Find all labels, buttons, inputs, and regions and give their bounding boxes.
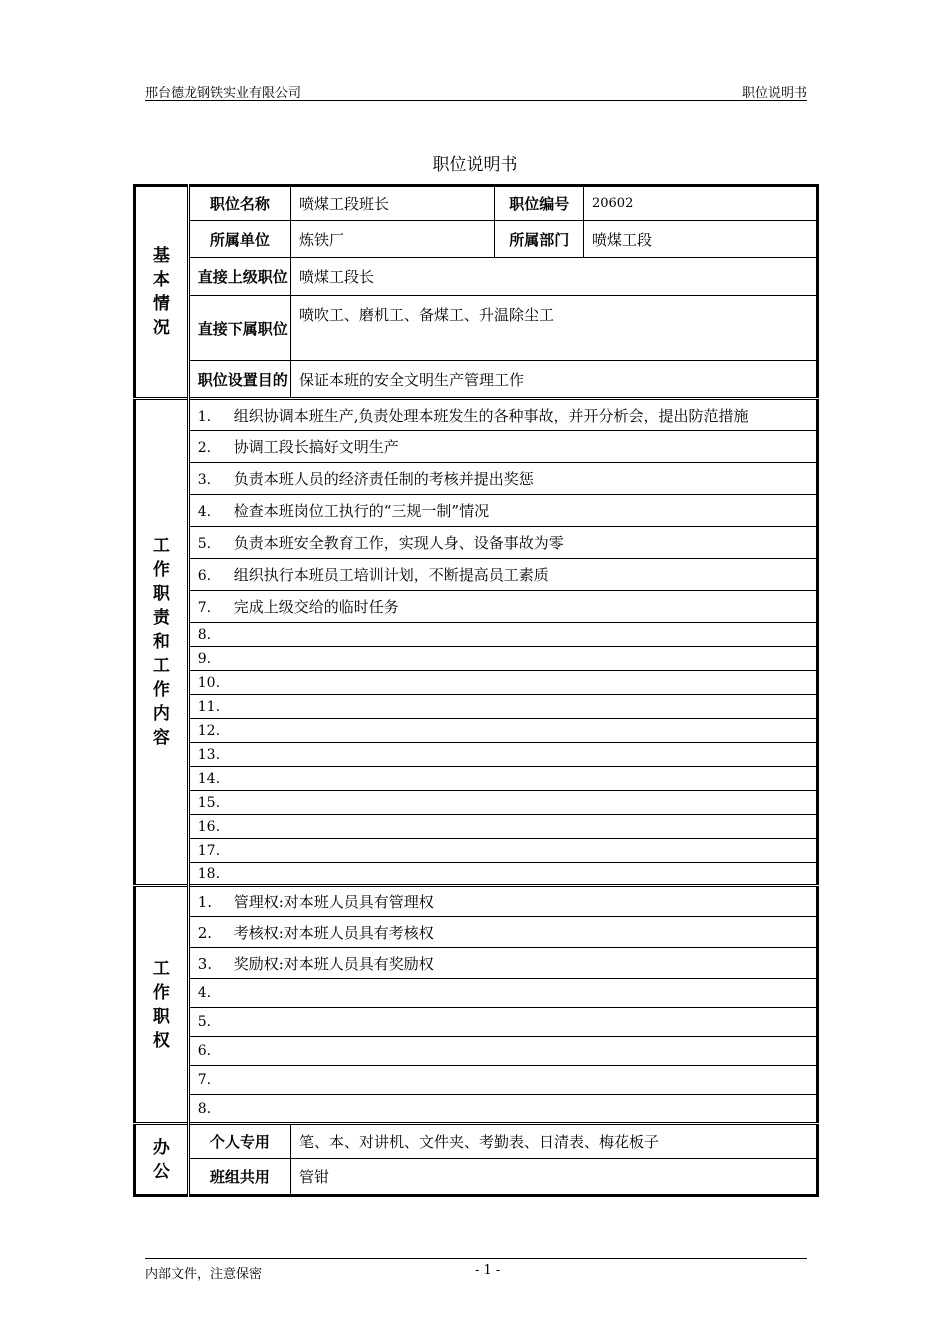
section-office: 办 公 [135,1124,189,1196]
duty-text: 协调工段长搞好文明生产 [233,438,399,456]
duty-number: 10. [197,674,221,691]
page-number: - 1 - [475,1263,501,1278]
section-duties: 工 作 职 责 和 工 作 内 容 [135,399,189,886]
duty-item [188,791,817,815]
subordinate-label: 直接下属职位 [188,296,290,361]
authority-item [188,1095,817,1124]
duty-item [188,431,817,463]
duty-text: 检查本班岗位工执行的“三规一制”情况 [233,502,490,520]
duty-item [188,591,817,623]
dept-label: 所属部门 [495,221,584,258]
authority-item [188,1037,817,1066]
duty-number: 4. [197,504,212,520]
position-code-label: 职位编号 [495,186,584,221]
duty-item [188,839,817,863]
purpose-value: 保证本班的安全文明生产管理工作 [290,361,817,399]
duty-item [188,527,817,559]
page-title: 职位说明书 [432,155,518,175]
duty-text: 负责本班安全教育工作，实现人身、设备事故为零 [233,534,564,552]
duty-item [188,863,817,886]
duty-text: 负责本班人员的经济责任制的考核并提出奖惩 [233,470,534,488]
job-description-table [133,184,819,1197]
section-basic: 基 本 情 况 [135,186,189,399]
duty-number: 16. [197,818,221,835]
duty-item [188,767,817,791]
page-header [145,82,807,101]
duty-number: 8. [197,626,212,643]
position-name-label: 职位名称 [188,186,290,221]
confidential-note: 内部文件，注意保密 [145,1267,263,1282]
duty-item [188,719,817,743]
duty-number: 2. [197,440,212,456]
authority-text: 管理权:对本班人员具有管理权 [233,893,434,911]
duty-item [188,399,817,431]
purpose-label: 职位设置目的 [188,361,290,399]
duty-item [188,463,817,495]
office-shared-value: 管钳 [290,1159,817,1196]
duty-number: 14. [197,770,221,787]
duty-item [188,743,817,767]
company-name: 邢台德龙钢铁实业有限公司 [145,86,302,101]
duty-text: 组织执行本班员工培训计划，不断提高员工素质 [233,566,549,584]
subordinate-value: 喷吹工、磨机工、备煤工、升温除尘工 [290,296,817,361]
authority-item [188,1008,817,1037]
unit-label: 所属单位 [188,221,290,258]
office-personal-value: 笔、本、对讲机、文件夹、考勤表、日清表、梅花板子 [290,1124,817,1159]
authority-number: 2. [197,923,213,942]
dept-value: 喷煤工段 [583,221,817,258]
duty-number: 1. [197,408,212,425]
authority-number: 4. [197,985,212,1001]
authority-text: 考核权:对本班人员具有考核权 [233,923,434,942]
office-shared-label: 班组共用 [188,1159,290,1196]
authority-item [188,1066,817,1095]
authority-item [188,917,817,948]
duty-item [188,647,817,671]
unit-value: 炼铁厂 [290,221,494,258]
superior-value: 喷煤工段长 [290,258,817,296]
office-personal-label: 个人专用 [188,1124,290,1159]
authority-number: 3. [197,954,213,973]
duty-text: 完成上级交给的临时任务 [233,598,399,616]
authority-number: 8. [197,1100,212,1117]
duty-number: 5. [197,536,212,552]
position-name: 喷煤工段班长 [290,186,494,221]
duty-number: 7. [197,600,212,616]
authority-number: 6. [197,1043,212,1059]
duty-number: 13. [197,746,221,763]
authority-number: 1. [197,893,213,911]
duty-number: 12. [197,722,221,739]
duty-text: 组织协调本班生产,负责处理本班发生的各种事故，并开分析会，提出防范措施 [233,406,749,425]
authority-item [188,979,817,1008]
duty-item [188,695,817,719]
duty-item [188,815,817,839]
duty-item [188,671,817,695]
authority-item [188,886,817,917]
page-footer [145,1258,807,1282]
duty-item [188,623,817,647]
authority-number: 5. [197,1014,212,1030]
duty-number: 3. [197,472,212,488]
duty-item [188,559,817,591]
section-authority: 工 作 职 权 [135,886,189,1124]
authority-text: 奖励权:对本班人员具有奖励权 [233,954,434,973]
authority-item [188,948,817,979]
superior-label: 直接上级职位 [188,258,290,296]
duty-number: 17. [197,842,221,859]
duty-number: 6. [197,568,212,584]
duty-number: 9. [197,650,212,667]
duty-number: 18. [197,865,221,882]
duty-number: 11. [197,698,221,715]
authority-number: 7. [197,1072,212,1088]
duty-number: 15. [197,794,221,811]
doc-type: 职位说明书 [741,86,807,101]
duty-item [188,495,817,527]
position-code: 20602 [583,186,817,221]
